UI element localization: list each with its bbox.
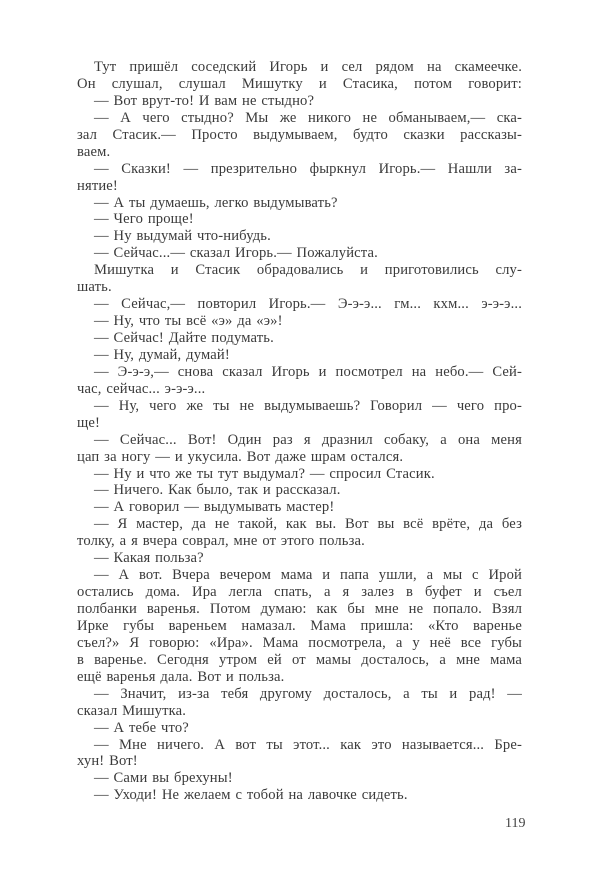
text-line: — Ну, чего же ты не выдумываешь? Говорил — чего про- [94, 397, 522, 414]
text-line: — Ну выдумай что-нибудь. [94, 228, 271, 245]
text-line: — Чего проще! [94, 211, 194, 228]
text-line: зал Стасик.— Просто выдумываем, будто сказки рассказы- [77, 126, 522, 143]
text-line: час, сейчас... э-э-э... [77, 380, 206, 397]
page-body-text [77, 59, 522, 804]
text-line: цап за ногу — и укусила. Вот даже шрам остался. [77, 448, 404, 465]
text-line: Мишутка и Стасик обрадовались и приготовились слу- [94, 262, 522, 279]
text-line: — Ничего. Как было, так и рассказал. [94, 482, 341, 499]
text-line: хун! Вот! [77, 753, 138, 770]
text-line: — Какая польза? [94, 550, 204, 567]
text-line: съел?» Я говорю: «Ира». Мама посмотрела, а у неё все губы [77, 634, 522, 651]
text-line: — А чего стыдно? Мы же никого не обманываем,— ска- [94, 109, 522, 126]
text-line: ещё варенья дала. Вот и польза. [77, 668, 285, 685]
text-line: остались дома. Ира легла спать, а я залез в буфет и съел [77, 584, 522, 601]
text-line: Он слушал, слушал Мишутку и Стасика, потом говорит: [77, 75, 522, 92]
text-line: — Сами вы брехуны! [94, 770, 233, 787]
text-line: — Мне ничего. А вот ты этот... как это называется... Бре- [94, 736, 522, 753]
text-line: Ирке губы вареньем намазал. Мама пришла: «Кто варенье [77, 617, 522, 634]
page-number: 119 [505, 816, 526, 831]
text-line: — А ты думаешь, легко выдумывать? [94, 194, 338, 211]
text-line: — Я мастер, да не такой, как вы. Вот вы всё врёте, да без [94, 516, 522, 533]
text-line: ваем. [77, 143, 111, 160]
text-line: — Значит, из-за тебя другому досталось, а ты и рад! — [94, 685, 522, 702]
text-line: — Ну, думай, думай! [94, 346, 230, 363]
text-line: полбанки варенья. Потом думаю: как бы мне не попало. Взял [77, 601, 522, 617]
text-line: — Уходи! Не желаем с тобой на лавочке сидеть. [94, 787, 408, 804]
text-line: — Ну, что ты всё «э» да «э»! [94, 313, 283, 330]
text-line: — Вот врут-то! И вам не стыдно? [94, 92, 315, 109]
text-line: толку, а я вчера соврал, мне от этого польза. [77, 533, 365, 550]
text-line: нятие! [77, 177, 118, 194]
text-line: — Сейчас...— сказал Игорь.— Пожалуйста. [94, 245, 378, 262]
text-line: — А говорил — выдумывать мастер! [94, 499, 335, 516]
text-line: — Сейчас,— повторил Игорь.— Э-э-э... гм... кхм... э-э-э... [94, 296, 522, 313]
text-line: Тут пришёл соседский Игорь и сел рядом на скамеечке. [94, 59, 522, 75]
text-line: ще! [77, 414, 101, 431]
text-line: — А вот. Вчера вечером мама и папа ушли, а мы с Ирой [94, 567, 522, 584]
text-line: — Э-э-э,— снова сказал Игорь и посмотрел на небо.— Сей- [94, 363, 522, 380]
text-line: — Сейчас... Вот! Один раз я дразнил собаку, а она меня [94, 431, 522, 448]
text-line: — Сейчас! Дайте подумать. [94, 330, 274, 346]
text-line: в варенье. Сегодня утром ей от мамы досталось, а мне мама [77, 651, 522, 668]
text-line: — А тебе что? [94, 719, 189, 736]
text-line: — Сказки! — презрительно фыркнул Игорь.— Нашли за- [94, 160, 522, 177]
text-line: — Ну и что же ты тут выдумал? — спросил Стасик. [94, 465, 435, 482]
text-line: сказал Мишутка. [77, 702, 187, 719]
text-line: шать. [77, 279, 112, 296]
